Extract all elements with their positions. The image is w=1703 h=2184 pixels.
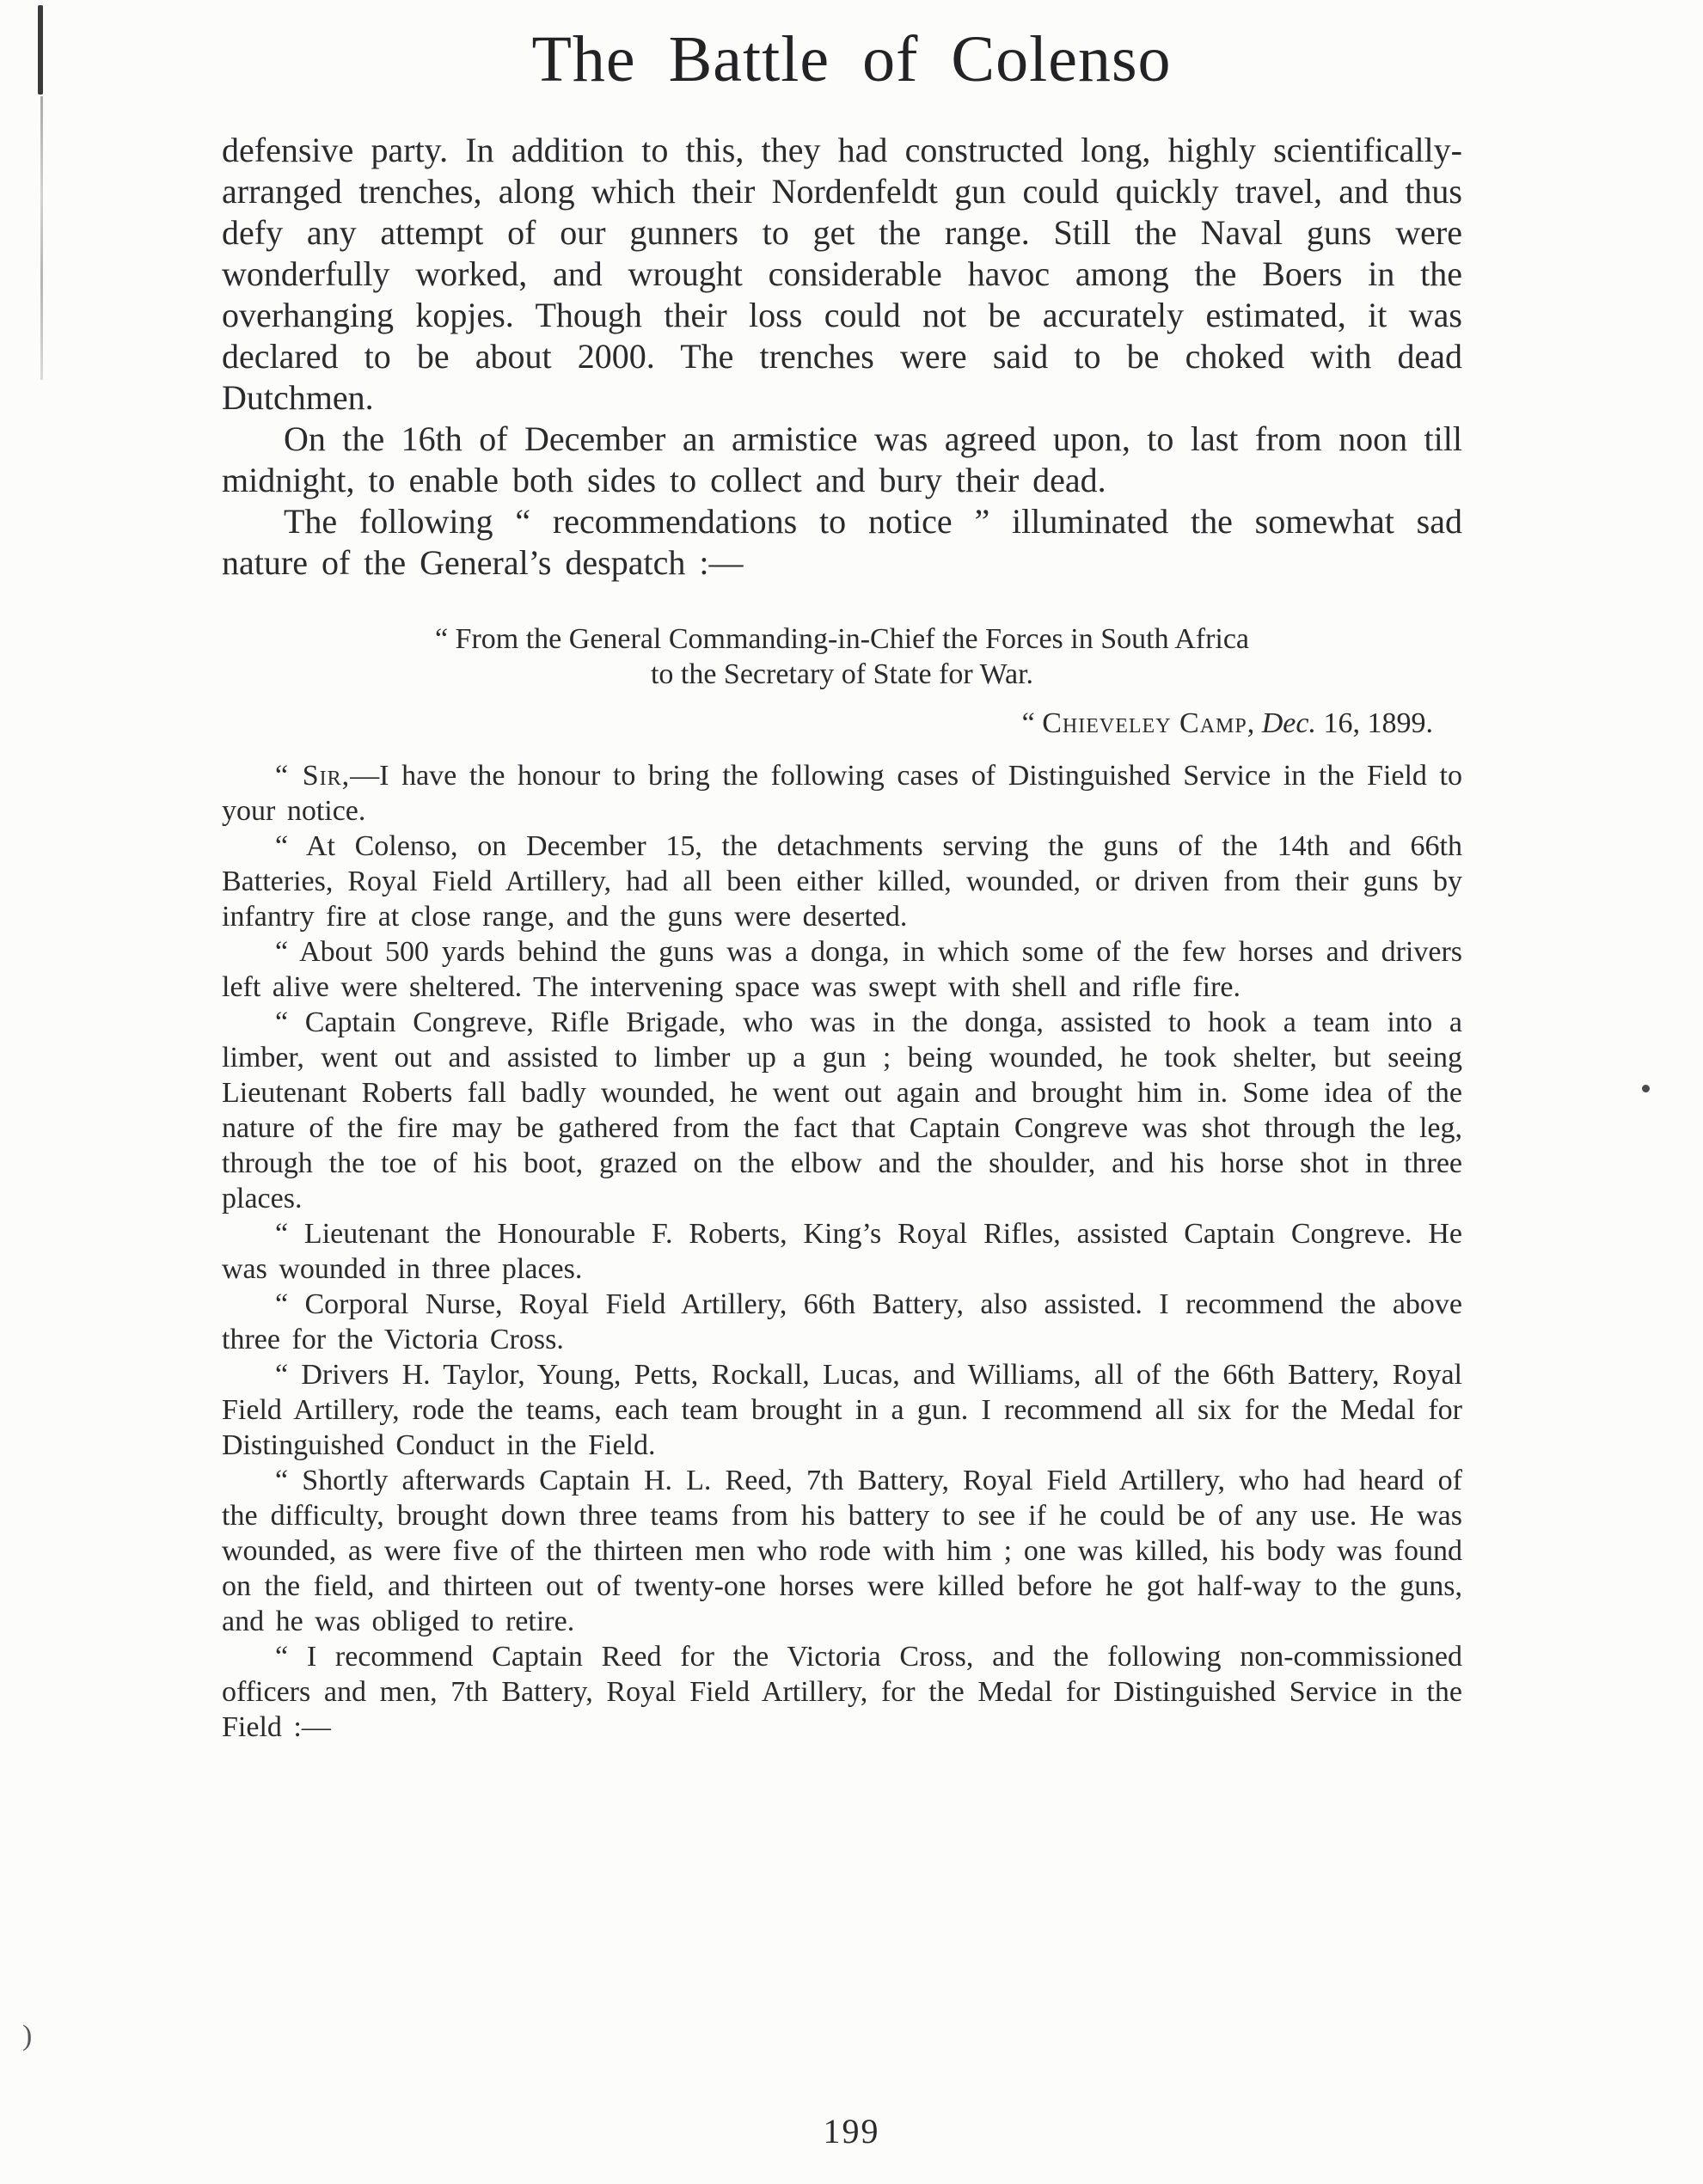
letter-paragraph: “ Lieutenant the Honourable F. Roberts, King’s Royal Rifles, assisted Captain Congreve. He was wounded in three places. (222, 1218, 1462, 1285)
body-paragraph: defensive party. In addition to this, they had constructed long, highly scientifically-arranged trenches, along which their Nordenfeldt gun could quickly travel, and thus defy any attempt of our gunners to get the range. Still the Naval guns were wonderfully worked, and wrought considerable havoc among the Boers in the overhanging kopjes. Though their loss could not be accurately estimated, it was declared to be about 2000. The trenches were said to be choked with dead Dutchmen. (222, 131, 1462, 417)
dateline-camp: Chieveley Camp (1042, 707, 1247, 739)
binding-mark-artifact (38, 5, 43, 95)
letter-heading-line1: “ From the General Commanding-in-Chief the Forces in South Africa (434, 623, 1250, 655)
dateline-month: Dec. (1261, 707, 1316, 739)
page-title: The Battle of Colenso (531, 23, 1172, 95)
dateline-rest: 16, 1899. (1316, 707, 1433, 739)
text-block (222, 130, 1462, 1745)
letter-salutation-paragraph (222, 758, 1462, 829)
despatch-letter (222, 621, 1462, 1745)
body-paragraph: On the 16th of December an armistice was agreed upon, to last from noon till midnight, to enable both sides to collect and bury their dead. (222, 419, 1462, 499)
letter-paragraph: “ About 500 yards behind the guns was a donga, in which some of the few horses and drivers left alive were sheltered. The intervening space was swept with shell and rifle fire. (222, 936, 1462, 1003)
dateline-open-quote: “ (1021, 707, 1043, 739)
letter-paragraph: “ Shortly afterwards Captain H. L. Reed, 7th Battery, Royal Field Artillery, who had heard of the difficulty, brought down three teams from his battery to see if he could be of any use. He was wounded, as were five of the thirteen men who rode with him ; one was killed, his body was found on the field, and thirteen out of twenty-one horses were killed before he got half-way to the guns, and he was obliged to retire. (222, 1465, 1462, 1637)
body-paragraph: The following “ recommendations to notice ” illuminated the somewhat sad nature of the General’s despatch :— (222, 502, 1462, 582)
scan-stray-mark: ) (22, 2020, 33, 2052)
letter-paragraph: “ At Colenso, on December 15, the detachments serving the guns of the 14th and 66th Batteries, Royal Field Artillery, had all been either killed, wounded, or driven from their guns by infantry fire at close range, and the guns were deserted. (222, 830, 1462, 933)
dateline-comma: , (1247, 707, 1262, 739)
scan-speck-artifact (1642, 1085, 1650, 1092)
letter-paragraph: “ Captain Congreve, Rifle Brigade, who was in the donga, assisted to hook a team into a limber, went out and assisted to limber up a gun ; being wounded, he took shelter, but seeing Lieutenant Roberts fall badly wounded, he went out again and brought him in. Some idea of the nature of the fire may be gathered from the fact that Captain Congreve was shot through the leg, through the toe of his boot, grazed on the elbow and the shoulder, and his horse shot in three places. (222, 1006, 1462, 1214)
letter-paragraph: “ Drivers H. Taylor, Young, Petts, Rockall, Lucas, and Williams, all of the 66th Battery, Royal Field Artillery, rode the teams, each team brought in a gun. I recommend all six for the Medal for Distinguished Conduct in the Field. (222, 1359, 1462, 1461)
letter-dateline (222, 706, 1462, 741)
letter-paragraph: “ Corporal Nurse, Royal Field Artillery, 66th Battery, also assisted. I recommend the above three for the Victoria Cross. (222, 1288, 1462, 1355)
salutation-lead: “ Sir, (275, 760, 351, 792)
binding-shadow-artifact (40, 96, 43, 380)
letter-paragraph: “ I recommend Captain Reed for the Victoria Cross, and the following non-commissioned officers and men, 7th Battery, Royal Field Artillery, for the Medal for Distinguished Service in the Field :— (222, 1641, 1462, 1743)
salutation-rest: —I have the honour to bring the following cases of Distinguished Service in the Field to your notice. (222, 760, 1462, 827)
letter-heading (222, 621, 1462, 692)
page-number: 199 (823, 2112, 880, 2150)
letter-body (222, 758, 1462, 1745)
letter-heading-line2: to the Secretary of State for War. (650, 658, 1034, 690)
